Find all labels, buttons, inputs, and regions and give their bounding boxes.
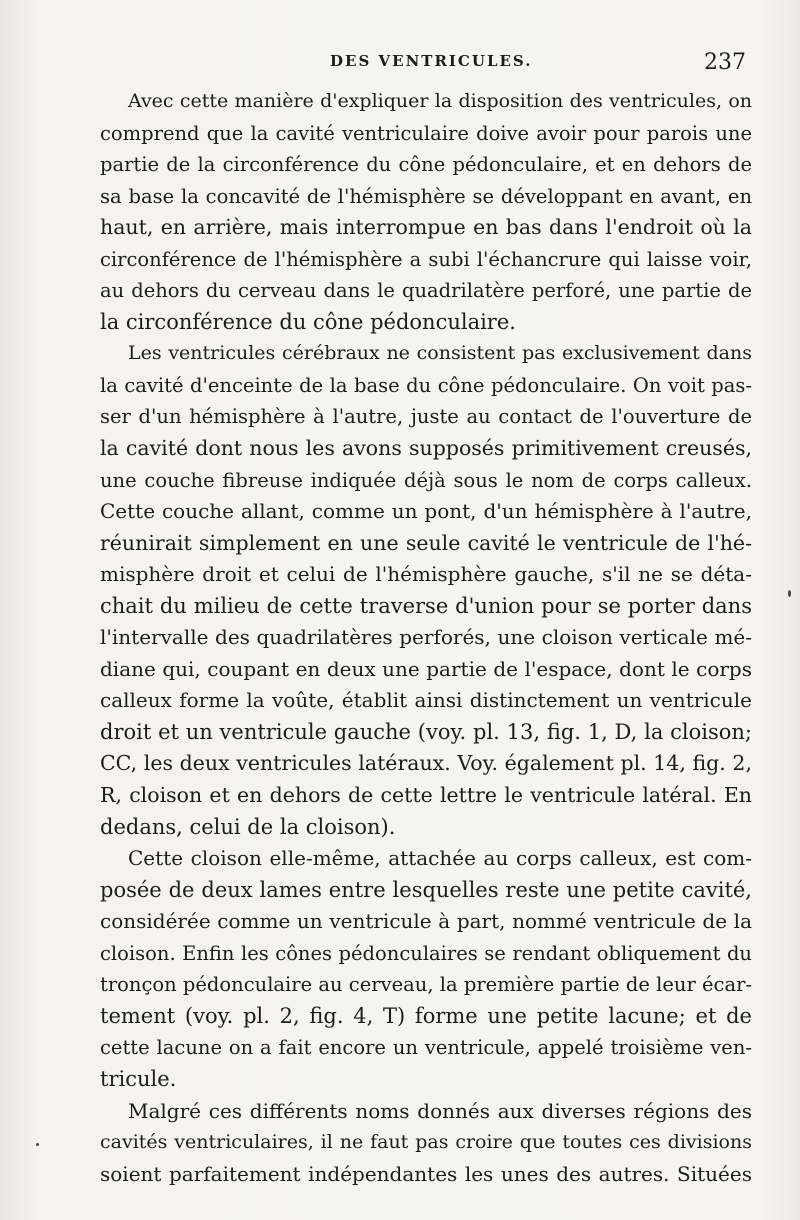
text-line: dedans, celui de la cloison).	[100, 814, 396, 839]
text-line: tricule.	[100, 1066, 177, 1091]
body-text	[100, 86, 752, 1190]
text-line: la circonférence du cône pédonculaire.	[100, 309, 516, 334]
text-line: cloison. Enfin les cônes pédonculaires se rendant obliquement du	[100, 941, 752, 965]
text-line: la cavité d'enceinte de la base du cône pédonculaire. On voit pas-	[100, 373, 752, 397]
text-line: posée de deux lames entre lesquelles reste une petite cavité,	[100, 877, 752, 902]
text-line: diane qui, coupant en deux une partie de l'espace, dont le corps	[100, 656, 752, 681]
paragraph-2	[100, 338, 752, 843]
text-line: Avec cette manière d'expliquer la disposition des ventricules, on	[128, 90, 752, 112]
text-line: comprend que la cavité ventriculaire doive avoir pour parois une	[100, 121, 752, 145]
text-line: calleux forme la voûte, établit ainsi distinctement un ventricule	[100, 688, 752, 713]
text-line: Cette cloison elle-même, attachée au corps calleux, est com-	[128, 846, 752, 871]
text-line: l'intervalle des quadrilatères perforés, une cloison verticale mé-	[100, 625, 752, 650]
text-line: sa base la concavité de l'hémisphère se développant en avant, en	[100, 184, 752, 208]
text-line: tement (voy. pl. 2, fig. 4, T) forme une petite lacune; et de	[100, 1003, 752, 1028]
paragraph-4	[100, 1096, 752, 1191]
text-line: une couche fibreuse indiquée déjà sous le nom de corps calleux.	[100, 468, 752, 492]
text-line: Les ventricules cérébraux ne consistent pas exclusivement dans	[128, 342, 752, 365]
text-line: réunirait simplement en une seule cavité le ventricule de l'hé-	[100, 530, 752, 555]
text-line: tronçon pédonculaire au cerveau, la première partie de leur écar-	[100, 973, 752, 997]
ink-speck	[36, 1143, 39, 1146]
text-line: partie de la circonférence du cône pédonculaire, et en dehors de	[100, 153, 752, 177]
text-line: ser d'un hémisphère à l'autre, juste au contact de l'ouverture de	[100, 405, 752, 429]
text-line: chait du milieu de cette traverse d'union pour se porter dans	[100, 593, 752, 618]
text-line: droit et un ventricule gauche (voy. pl. 13, fig. 1, D, la cloison;	[100, 719, 752, 744]
text-line: cette lacune on a fait encore un ventricule, appelé troisième ven-	[100, 1036, 752, 1060]
text-line: la cavité dont nous les avons supposés primitivement creusés,	[100, 436, 752, 461]
page-header	[0, 52, 800, 82]
text-line: soient parfaitement indépendantes les unes des autres. Situées	[100, 1161, 752, 1186]
text-line: misphère droit et celui de l'hémisphère gauche, s'il ne se déta-	[100, 562, 752, 587]
text-line: cavités ventriculaires, il ne faut pas croire que toutes ces divisions	[100, 1131, 752, 1154]
text-line: haut, en arrière, mais interrompue en bas dans l'endroit où la	[100, 215, 752, 240]
text-line: considérée comme un ventricule à part, nommé ventricule de la	[100, 909, 752, 934]
ink-speck	[788, 590, 791, 597]
text-line: Malgré ces différents noms donnés aux diverses régions des	[128, 1098, 752, 1123]
paragraph-1	[100, 86, 752, 338]
running-head: DES VENTRICULES.	[330, 52, 533, 70]
text-line: CC, les deux ventricules latéraux. Voy. également pl. 14, fig. 2,	[100, 751, 752, 776]
text-line: au dehors du cerveau dans le quadrilatère perforé, une partie de	[100, 279, 752, 303]
page-number: 237	[704, 50, 746, 75]
text-line: R, cloison et en dehors de cette lettre le ventricule latéral. En	[100, 783, 752, 808]
paragraph-3	[100, 843, 752, 1095]
text-line: circonférence de l'hémisphère a subi l'échancrure qui laisse voir,	[100, 247, 752, 271]
text-line: Cette couche allant, comme un pont, d'un hémisphère à l'autre,	[100, 499, 752, 524]
